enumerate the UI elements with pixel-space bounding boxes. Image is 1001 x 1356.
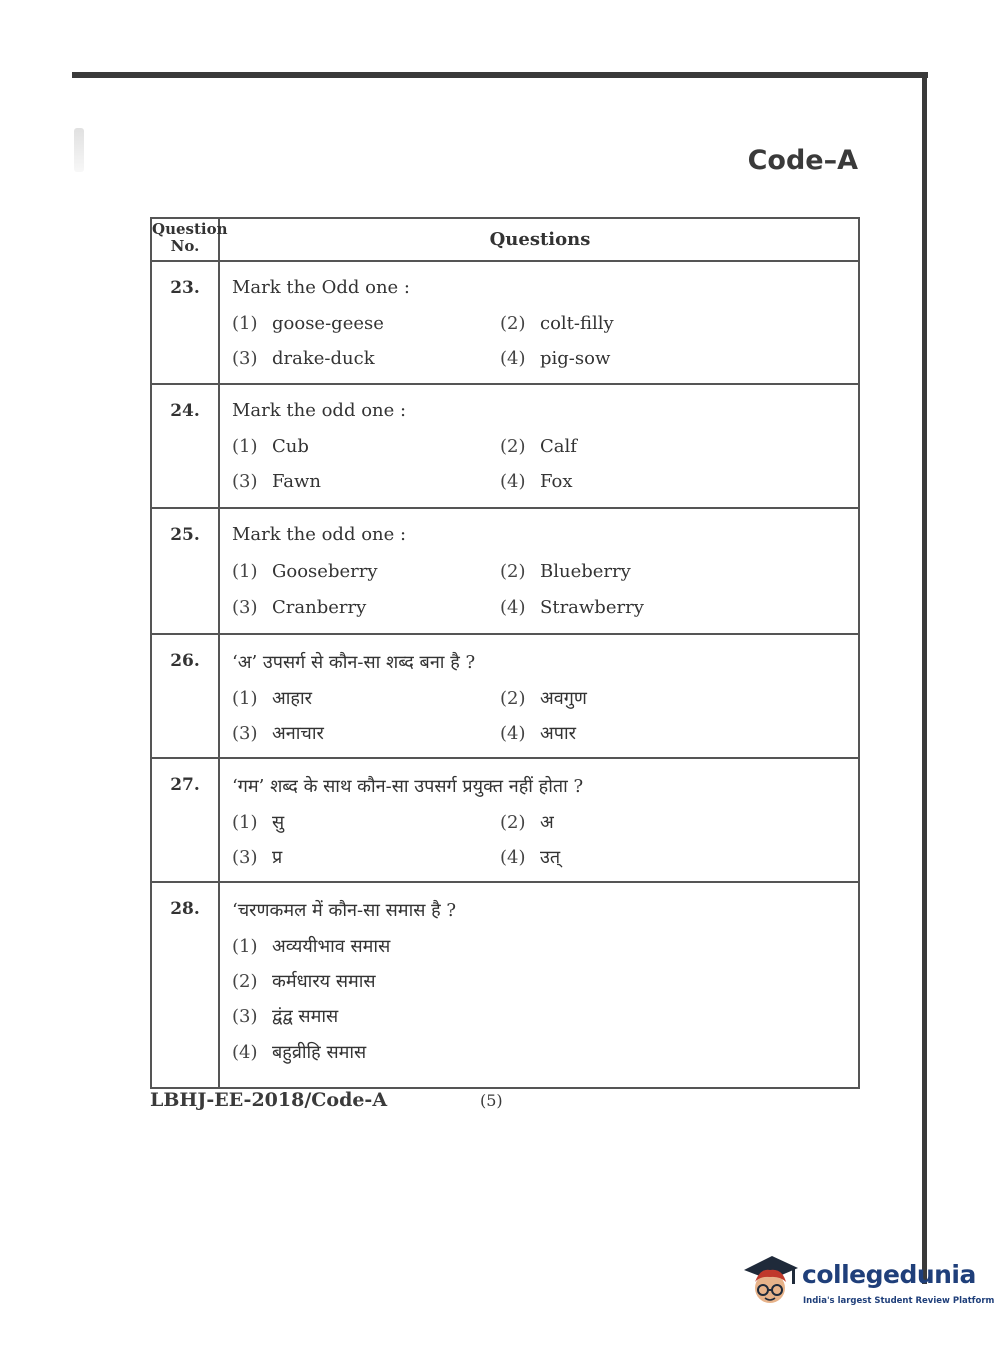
option-3 [232,721,324,745]
option-text: Fawn [272,471,321,492]
option-number: (3) [232,471,258,492]
option-number: (4) [500,348,526,369]
questions-table [150,217,860,1089]
option-text: Blueberry [540,561,631,582]
option-number: (3) [232,847,258,868]
option-2 [500,810,554,834]
question-text: ‘गम’ शब्द के साथ कौन-सा उपसर्ग प्रयुक्त नहीं होता ? [232,776,584,797]
table-header-row [152,219,858,262]
option-number: (2) [500,561,526,582]
option-number: (3) [232,597,258,618]
option-4 [500,845,560,869]
option-text: Fox [540,471,573,492]
question-row-27 [152,759,858,883]
option-4 [500,348,610,369]
option-4 [232,1040,366,1064]
footer-page-number: (5) [480,1091,503,1110]
option-number: (4) [500,847,526,868]
scan-artifact [74,128,84,172]
option-number: (4) [232,1042,258,1063]
option-number: (1) [232,688,258,709]
option-text: अपार [540,723,576,744]
option-1 [232,934,390,958]
collegedunia-watermark [740,1250,995,1310]
question-number: 24. [170,401,200,421]
option-1 [232,561,378,582]
option-3 [232,845,282,869]
option-4 [500,721,576,745]
header-question-number: Question No. [152,220,228,255]
option-number: (1) [232,436,258,457]
option-text: colt-filly [540,313,614,334]
question-text: Mark the odd one : [232,524,407,545]
option-text: द्वंद्व समास [272,1006,339,1027]
option-4 [500,597,644,618]
right-border-rule [922,74,927,1284]
brand-tagline: India's largest Student Review Platform [803,1296,995,1306]
option-1 [232,313,384,334]
option-number: (2) [500,313,526,334]
option-text: अ [540,812,554,833]
option-2 [500,436,577,457]
question-row-28 [152,883,858,1089]
option-3 [232,471,321,492]
option-number: (3) [232,1006,258,1027]
option-text: अव्ययीभाव समास [272,936,391,957]
option-text: आहार [272,688,312,709]
option-text: Strawberry [540,597,644,618]
option-3 [232,597,366,618]
question-text: ‘अ’ उपसर्ग से कौन-सा शब्द बना है ? [232,652,476,673]
option-3 [232,1004,338,1028]
option-text: बहुव्रीहि समास [272,1042,367,1063]
option-number: (4) [500,597,526,618]
brand-name: collegedunia [802,1260,976,1289]
option-number: (1) [232,313,258,334]
option-text: Gooseberry [272,561,378,582]
question-text: Mark the odd one : [232,400,407,421]
option-text: drake-duck [272,348,375,369]
option-number: (2) [500,436,526,457]
option-text: सु [272,812,285,833]
option-2 [500,561,631,582]
option-number: (4) [500,723,526,744]
question-row-25 [152,509,858,635]
option-text: उत् [540,847,561,868]
option-number: (1) [232,936,258,957]
option-4 [500,471,573,492]
question-row-24 [152,385,858,509]
question-text: ‘चरणकमल में कौन-सा समास है ? [232,900,457,921]
page-code-label: Code–A [747,145,858,176]
option-number: (2) [500,812,526,833]
graduate-face-logo-icon [740,1250,800,1310]
option-2 [232,969,376,993]
option-text: अवगुण [540,688,587,709]
footer-exam-code: LBHJ-EE-2018/Code-A [150,1089,388,1111]
option-text: pig-sow [540,348,611,369]
option-number: (3) [232,723,258,744]
option-2 [500,686,587,710]
option-1 [232,436,309,457]
option-1 [232,810,284,834]
option-3 [232,348,375,369]
question-number: 26. [170,651,200,671]
question-number: 28. [170,899,200,919]
option-text: कर्मधारय समास [272,971,376,992]
option-number: (4) [500,471,526,492]
option-number: (2) [232,971,258,992]
option-2 [500,313,614,334]
option-text: goose-geese [272,313,384,334]
question-text: Mark the Odd one : [232,277,410,298]
option-text: अनाचार [272,723,324,744]
option-text: Cub [272,436,309,457]
question-number: 23. [170,278,200,298]
option-text: Calf [540,436,577,457]
question-row-26 [152,635,858,759]
option-text: प्र [272,847,283,868]
option-1 [232,686,312,710]
option-number: (1) [232,812,258,833]
option-number: (3) [232,348,258,369]
question-row-23 [152,262,858,385]
option-number: (1) [232,561,258,582]
question-number: 27. [170,775,200,795]
question-number: 25. [170,525,200,545]
header-questions: Questions [489,229,591,250]
top-border-rule [72,72,928,78]
option-number: (2) [500,688,526,709]
option-text: Cranberry [272,597,367,618]
